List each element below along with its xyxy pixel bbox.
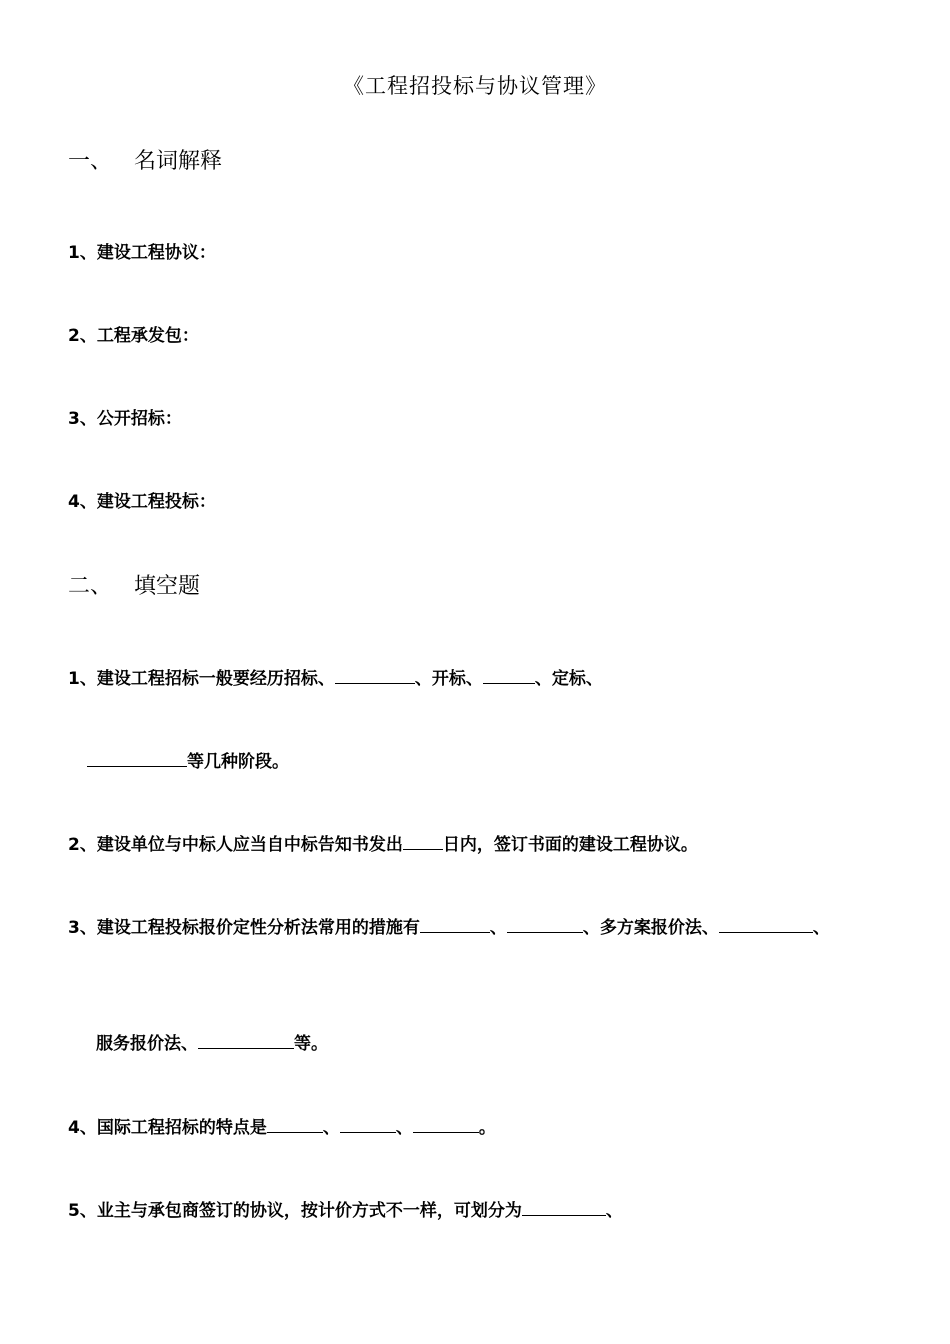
question-text: 。 [478,1118,496,1138]
answer-blank[interactable] [483,669,535,684]
term-item-3: 3、公开招标： [68,409,182,429]
section-title: 填空题 [134,574,201,599]
question-2 [68,830,698,855]
section-heading-terms [68,144,222,175]
section-number: 二、 [68,574,113,599]
question-text: 、 [605,1201,623,1221]
question-3-continued [96,1029,328,1054]
question-1 [68,664,603,689]
question-text: 、 [322,1118,340,1138]
question-text: 1、建设工程招标一般要经历招标、 [68,669,335,689]
question-5 [68,1196,623,1221]
section-heading-fill-blank [68,569,200,600]
answer-blank[interactable] [522,1201,606,1216]
answer-blank[interactable] [87,752,187,767]
question-text: 、定标、 [534,669,603,689]
question-text: 、 [812,918,830,938]
answer-blank[interactable] [719,918,813,933]
section-number: 一、 [68,149,113,174]
term-item-1: 1、建设工程协议： [68,243,216,263]
question-text: 、开标、 [414,669,483,689]
question-text: 、 [395,1118,413,1138]
term-item-2: 2、工程承发包： [68,326,199,346]
question-text: 日内，签订书面的建设工程协议。 [442,835,698,855]
question-3 [68,913,830,938]
answer-blank[interactable] [507,918,583,933]
question-text: 、多方案报价法、 [582,918,719,938]
answer-blank[interactable] [198,1034,294,1049]
question-text: 5、业主与承包商签订的协议，按计价方式不一样，可划分为 [68,1201,522,1221]
question-text: 等。 [294,1034,328,1054]
answer-blank[interactable] [340,1118,396,1133]
page-title: 《工程招投标与协议管理》 [343,74,607,98]
answer-blank[interactable] [420,918,490,933]
question-text: 、 [489,918,507,938]
section-title: 名词解释 [134,149,223,174]
question-text: 等几种阶段。 [187,752,289,772]
answer-blank[interactable] [403,835,443,850]
answer-blank[interactable] [335,669,415,684]
question-text: 4、国际工程招标的特点是 [68,1118,267,1138]
question-text: 2、建设单位与中标人应当自中标告知书发出 [68,835,403,855]
term-item-4: 4、建设工程投标： [68,492,216,512]
question-1-continued [87,747,289,772]
answer-blank[interactable] [413,1118,479,1133]
answer-blank[interactable] [267,1118,323,1133]
question-text: 服务报价法、 [96,1034,198,1054]
question-4 [68,1113,496,1138]
question-text: 3、建设工程投标报价定性分析法常用的措施有 [68,918,420,938]
